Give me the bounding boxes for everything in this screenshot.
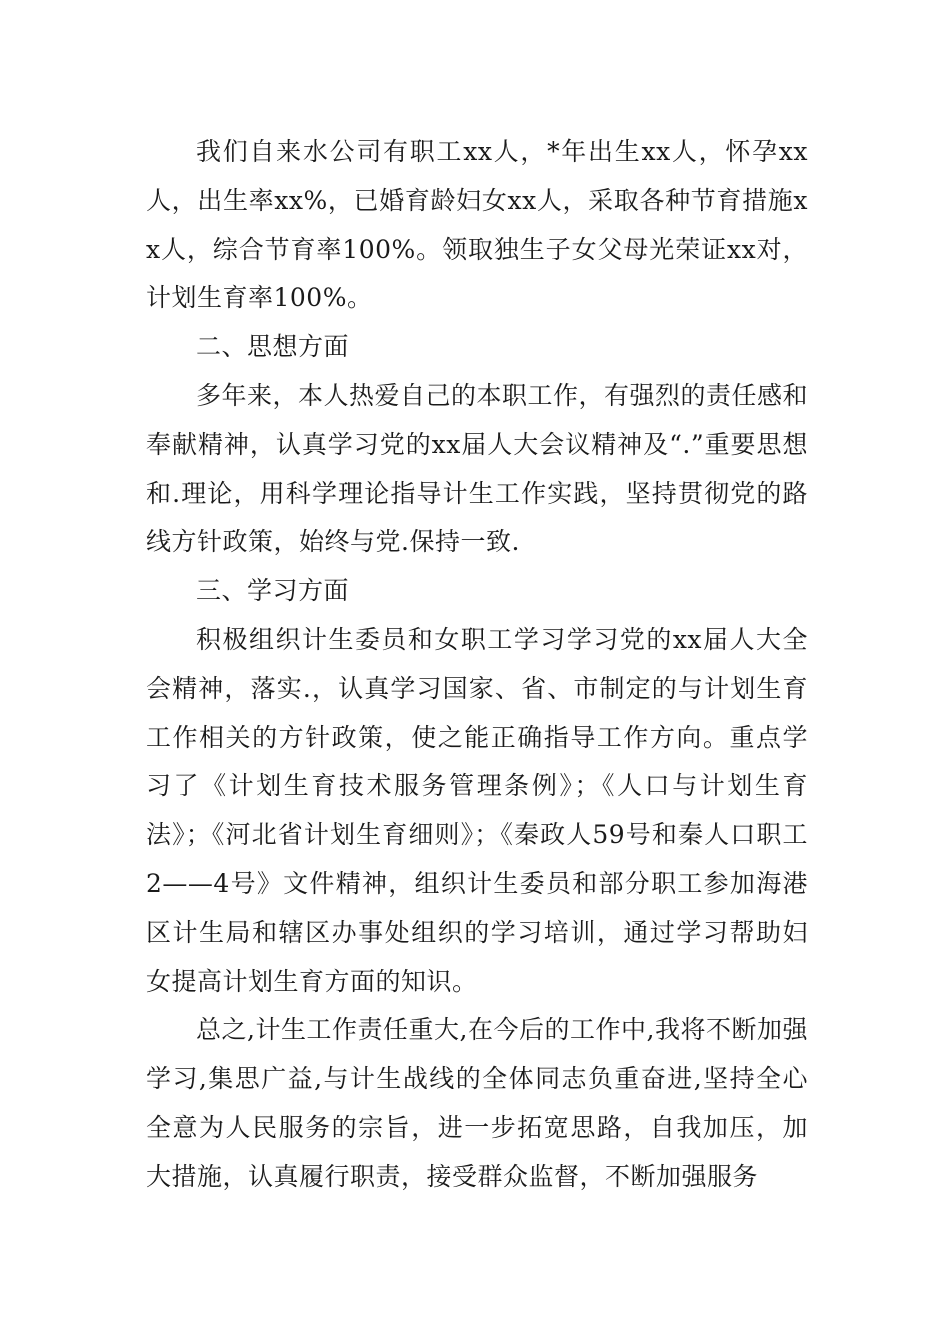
section-heading-thought: 二、思想方面 (196, 332, 350, 362)
paragraph-conclusion: 总之,计生工作责任重大,在今后的工作中,我将不断加强学习,集思广益,与计生战线的全体同志负重奋进,坚持全心全意为人民服务的宗旨，进一步拓宽思路，自我加压，加大措施，认真履行职责，接受群众监督，不断加强服务 (146, 1015, 808, 1191)
paragraph-statistics: 我们自来水公司有职工xx人，*年出生xx人，怀孕xx人，出生率xx%，已婚育龄妇女xx人，采取各种节育措施xx人，综合节育率100%。领取独生子女父母光荣证xx对，计划生育率100%。 (146, 137, 808, 313)
paragraph-thought: 多年来，本人热爱自己的本职工作，有强烈的责任感和奉献精神，认真学习党的xx届人大会议精神及“.”重要思想和.理论，用科学理论指导计生工作实践，坚持贯彻党的路线方针政策，始终与党.保持一致. (146, 380, 809, 557)
document-body (146, 128, 808, 1202)
paragraph-study: 积极组织计生委员和女职工学习学习党的xx届人大全会精神，落实.，认真学习国家、省、市制定的与计划生育工作相关的方针政策，使之能正确指导工作方向。重点学习了《计划生育技术服务管理条例》；《人口与计划生育法》；《河北省计划生育细则》；《秦政人59号和秦人口职工2——4号》文件精神，组织计生委员和部分职工参加海港区计生局和辖区办事处组织的学习培训，通过学习帮助妇女提高计划生育方面的知识。 (146, 624, 808, 996)
section-heading-study: 三、学习方面 (196, 576, 350, 606)
